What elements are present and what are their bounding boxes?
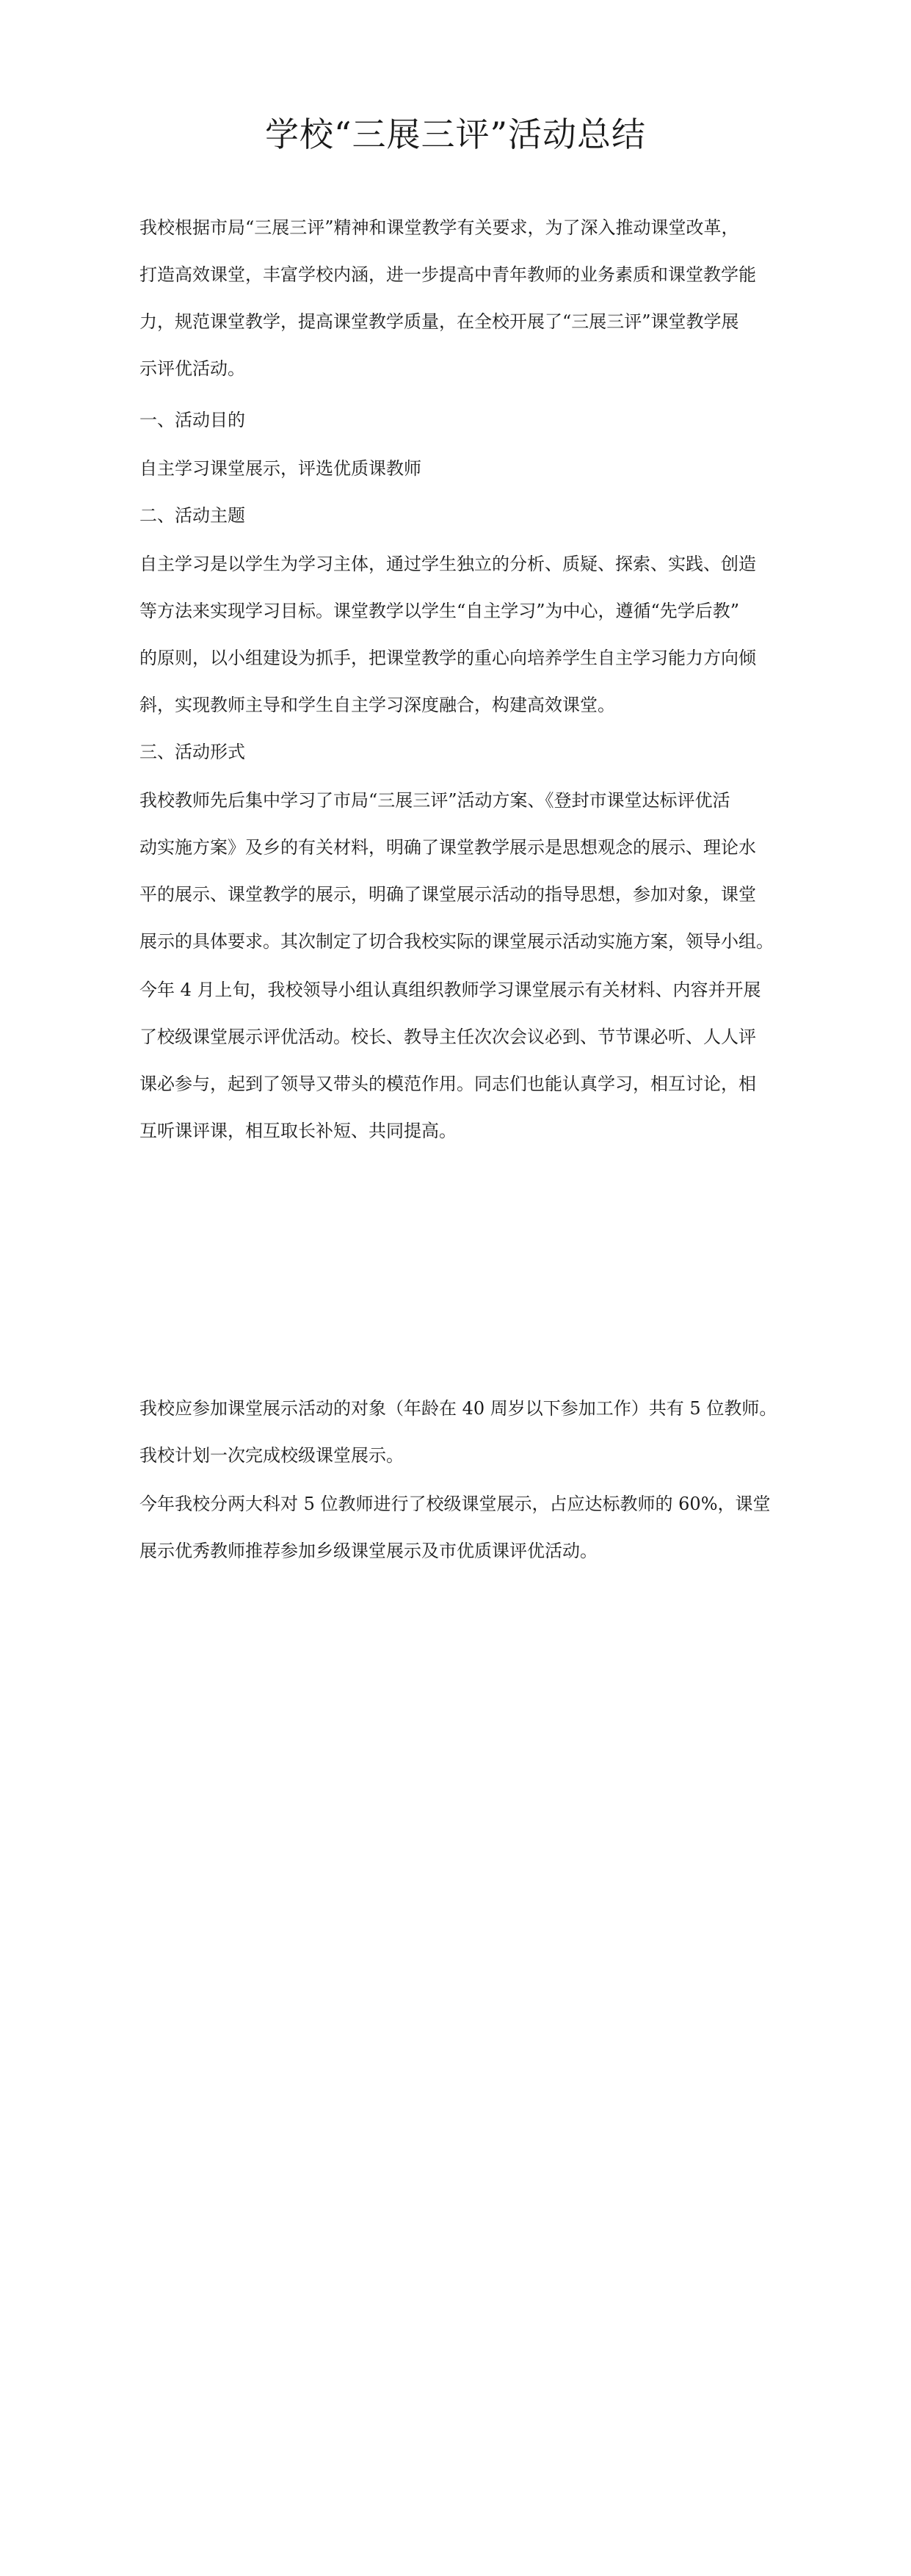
paragraph-line: 展示优秀教师推荐参加乡级课堂展示及市优质课评优活动。 [139, 1541, 598, 1561]
paragraph-line: 打造高效课堂，丰富学校内涵，进一步提高中青年教师的业务素质和课堂教学能 [139, 264, 756, 285]
paragraph-line: 斜，实现教师主导和学生自主学习深度融合，构建高效课堂。 [139, 695, 615, 715]
paragraph-line: 展示的具体要求。其次制定了切合我校实际的课堂展示活动实施方案，领导小组。 [139, 931, 774, 952]
paragraph-line: 互听课评课，相互取长补短、共同提高。 [139, 1121, 457, 1141]
paragraph-line: 的原则，以小组建设为抓手，把课堂教学的重心向培养学生自主学习能力方向倾 [139, 648, 756, 668]
paragraph-line: 我校教师先后集中学习了市局“三展三评”活动方案、《登封市课堂达标评优活 [139, 790, 730, 811]
paragraph-line: 我校计划一次完成校级课堂展示。 [139, 1445, 404, 1466]
paragraph-line: 自主学习是以学生为学习主体，通过学生独立的分析、质疑、探索、实践、创造 [139, 554, 756, 574]
paragraph-line: 今年 4 月上旬，我校领导小组认真组织教师学习课堂展示有关材料、内容并开展 [139, 980, 761, 1000]
paragraph-line: 力，规范课堂教学，提高课堂教学质量，在全校开展了“三展三评”课堂教学展 [139, 311, 739, 332]
section-heading: 二、活动主题 [139, 505, 245, 526]
paragraph-line: 示评优活动。 [139, 358, 245, 379]
paragraph-line: 今年我校分两大科对 5 位教师进行了校级课堂展示，占应达标教师的 60%，课堂 [139, 1494, 771, 1514]
paragraph-line: 我校应参加课堂展示活动的对象（年龄在 40 周岁以下参加工作）共有 5 位教师。 [139, 1398, 777, 1419]
paragraph-line: 自主学习课堂展示，评选优质课教师 [139, 458, 421, 479]
paragraph-line: 等方法来实现学习目标。课堂教学以学生“自主学习”为中心，遵循“先学后教” [139, 601, 740, 621]
section-heading: 三、活动形式 [139, 742, 245, 762]
paragraph-line: 课必参与，起到了领导又带头的模范作用。同志们也能认真学习，相互讨论，相 [139, 1074, 756, 1094]
paragraph-line: 我校根据市局“三展三评”精神和课堂教学有关要求，为了深入推动课堂改革， [139, 217, 739, 238]
paragraph-line: 了校级课堂展示评优活动。校长、教导主任次次会议必到、节节课必听、人人评 [139, 1027, 756, 1047]
section-heading: 一、活动目的 [139, 410, 245, 430]
paragraph-line: 动实施方案》及乡的有关材料，明确了课堂教学展示是思想观念的展示、理论水 [139, 837, 756, 858]
document-title: 学校“三展三评”活动总结 [264, 115, 647, 154]
paragraph-line: 平的展示、课堂教学的展示，明确了课堂展示活动的指导思想，参加对象，课堂 [139, 884, 756, 905]
